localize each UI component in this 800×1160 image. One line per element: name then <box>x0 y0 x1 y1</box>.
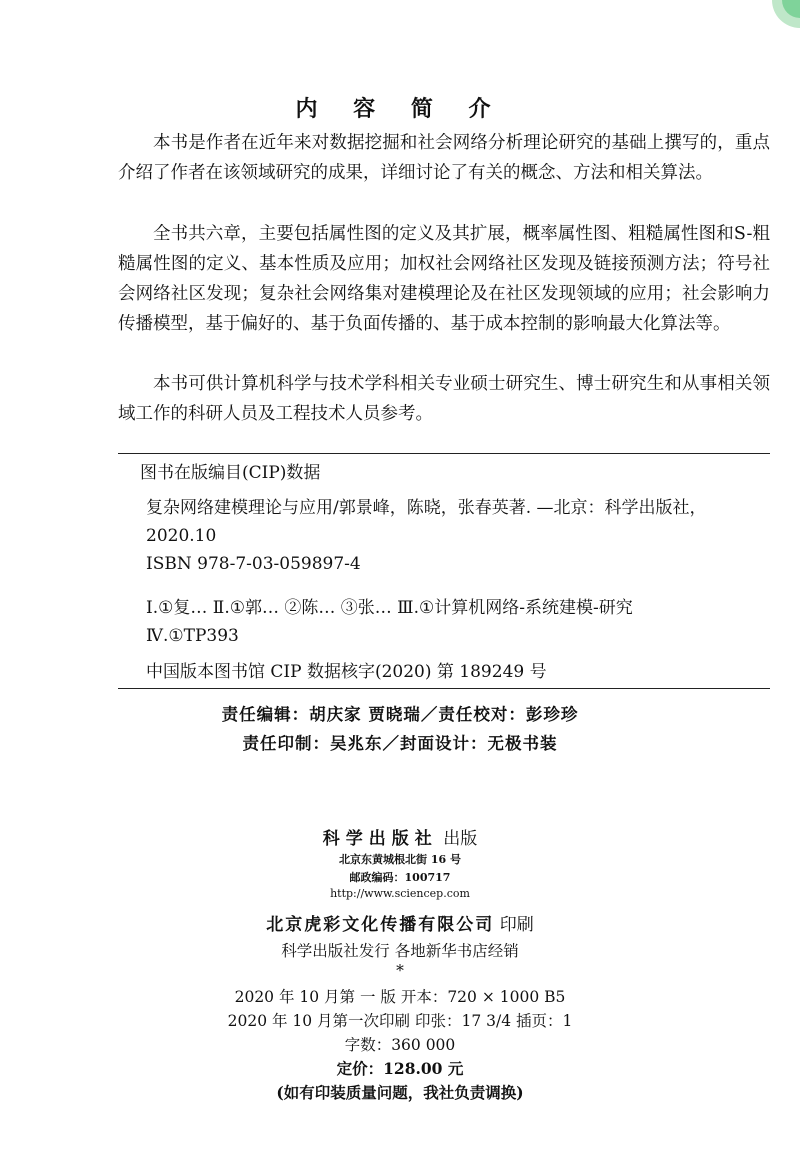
summary-paragraph-3: 本书可供计算机科学与技术学科相关专业硕士研究生、博士研究生和从事相关领域工作的科研人员及工程技术人员参考。 <box>118 374 770 424</box>
corner-watermark-icon <box>772 0 800 28</box>
printing-line: 2020 年 10 月第一次印刷 印张：17 3/4 插页：1 <box>227 1012 573 1030</box>
cip-record-line-2: 2020.10 <box>146 526 217 546</box>
publisher-website: http://www.sciencep.com <box>330 887 470 900</box>
word-count: 字数：360 000 <box>344 1036 456 1054</box>
staff-line-1: 责任编辑：胡庆家 贾晓瑞／责任校对：彭珍珍 <box>221 705 579 724</box>
price: 定价：128.00 元 <box>336 1059 464 1078</box>
distribution-line: 科学出版社发行 各地新华书店经销 <box>281 942 519 960</box>
publisher-role: 出版 <box>443 829 478 849</box>
cip-heading: 图书在版编目(CIP)数据 <box>140 463 321 483</box>
cip-bottom-divider <box>118 688 770 689</box>
cip-classification-line-2: Ⅳ.①TP393 <box>146 626 239 646</box>
page-title: 内 容 简 介 <box>295 96 505 122</box>
separator-mark: * <box>396 962 404 980</box>
summary-paragraph-1: 本书是作者在近年来对数据挖掘和社会网络分析理论研究的基础上撰写的，重点介绍了作者在该领域研究的成果，详细讨论了有关的概念、方法和相关算法。 <box>118 133 770 183</box>
printer-role: 印刷 <box>499 915 534 935</box>
printer-line <box>0 910 800 935</box>
summary-paragraph-2: 全书共六章，主要包括属性图的定义及其扩展，概率属性图、粗糙属性图和S-粗糙属性图的定义、基本性质及应用；加权社会网络社区发现及链接预测方法；符号社会网络社区发现；复杂社会网络集对建模理论及在社区发现领域的应用；社会影响力传播模型，基于偏好的、基于负面传播的、基于成本控制的影响最大化算法等。 <box>118 224 770 334</box>
printer-name: 北京虎彩文化传播有限公司 <box>266 915 495 935</box>
quality-notice: (如有印装质量问题，我社负责调换) <box>276 1083 524 1102</box>
staff-line-2: 责任印制：吴兆东／封面设计：无极书装 <box>242 734 558 753</box>
publisher-line <box>0 824 800 849</box>
edition-line: 2020 年 10 月第 一 版 开本：720 × 1000 B5 <box>234 988 566 1006</box>
cip-library-record: 中国版本图书馆 CIP 数据核字(2020) 第 189249 号 <box>146 662 547 682</box>
publisher-name: 科学出版社 <box>322 829 438 849</box>
publisher-postcode: 邮政编码：100717 <box>349 871 451 884</box>
cip-isbn: ISBN 978-7-03-059897-4 <box>146 554 361 574</box>
cip-record-line-1: 复杂网络建模理论与应用/郭景峰，陈晓，张春英著. —北京：科学出版社， <box>146 498 707 518</box>
cip-classification-line-1: Ⅰ.①复… Ⅱ.①郭… ②陈… ③张… Ⅲ.①计算机网络-系统建模-研究 <box>146 598 633 618</box>
publisher-address: 北京东黄城根北街 16 号 <box>339 853 461 866</box>
cip-top-divider <box>118 453 770 454</box>
